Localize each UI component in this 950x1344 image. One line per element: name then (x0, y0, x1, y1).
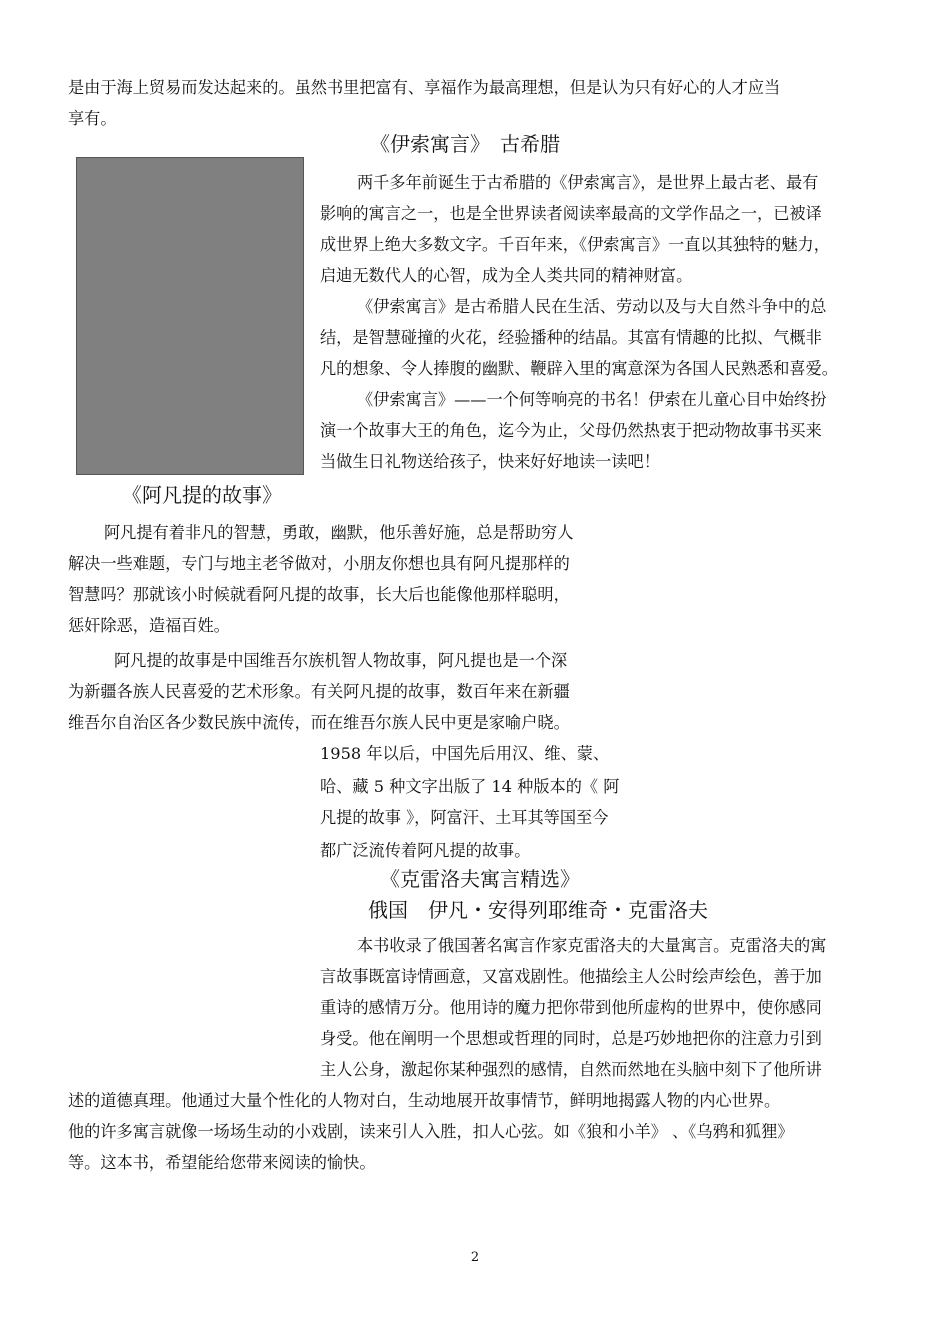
krylov-author: 俄国 伊凡・安得列耶维奇・克雷洛夫 (368, 898, 708, 922)
afanti-line: 阿凡提有着非凡的智慧，勇敢，幽默，他乐善好施，总是帮助穷人 (104, 523, 574, 542)
krylov-heading: 《克雷洛夫寓言精选》 (380, 867, 580, 891)
page-number: 2 (470, 1250, 480, 1265)
aesop-line: 当做生日礼物送给孩子，快来好好地读一读吧！ (320, 452, 660, 471)
aesop-line: 《伊索寓言》是古希腊人民在生活、劳动以及与大自然斗争中的总 (357, 297, 827, 316)
afanti-line: 惩奸除恶，造福百姓。 (68, 616, 230, 635)
book-cover-image (76, 157, 304, 475)
afanti-line: 凡提的故事 》，阿富汗、土耳其等国至今 (320, 808, 609, 827)
afanti-line: 为新疆各族人民喜爱的艺术形象。有关阿凡提的故事，数百年来在新疆 (68, 682, 570, 701)
aesop-line: 演一个故事大王的角色，迄今为止，父母仍然热衷于把动物故事书买来 (320, 421, 822, 440)
afanti-line: 解决一些难题，专门与地主老爷做对，小朋友你想也具有阿凡提那样的 (68, 554, 570, 573)
afanti-line: 维吾尔自治区各少数民族中流传，而在维吾尔族人民中更是家喻户晓。 (68, 713, 570, 732)
krylov-line: 等。这本书，希望能给您带来阅读的愉快。 (68, 1153, 376, 1172)
krylov-line: 述的道德真理。他通过大量个性化的人物对白，生动地展开故事情节，鲜明地揭露人物的内心世界。 (68, 1091, 781, 1110)
krylov-line: 他的许多寓言就像一场场生动的小戏剧，读来引人入胜，扣人心弦。如《狼和小羊》 、《乌鸦和狐狸》 (68, 1122, 794, 1141)
krylov-line: 主人公身，激起你某种强烈的感情，自然而然地在头脑中刻下了他所讲 (320, 1060, 822, 1079)
aesop-line: 结，是智慧碰撞的火花，经验播种的结晶。其富有情趣的比拟、气概非 (320, 328, 822, 347)
aesop-line: 成世界上绝大多数文字。千百年来，《伊索寓言》一直以其独特的魅力， (320, 235, 830, 254)
krylov-line: 言故事既富诗情画意，又富戏剧性。他描绘主人公时绘声绘色，善于加 (320, 967, 822, 986)
intro-line: 享有。 (68, 109, 117, 128)
afanti-heading: 《阿凡提的故事》 (122, 483, 282, 507)
aesop-line: 《伊索寓言》——一个何等响亮的书名！伊索在儿童心目中始终扮 (357, 390, 827, 409)
aesop-line: 凡的想象、令人捧腹的幽默、鞭辟入里的寓意深为各国人民熟悉和喜爱。 (320, 359, 838, 378)
aesop-line: 两千多年前诞生于古希腊的《伊索寓言》，是世界上最古老、最有 (357, 173, 819, 192)
krylov-line: 身受。他在阐明一个思想或哲理的同时，总是巧妙地把你的注意力引到 (320, 1029, 822, 1048)
afanti-line: 哈、藏 5 种文字出版了 14 种版本的《 阿 (320, 777, 620, 796)
afanti-line: 智慧吗？那就该小时候就看阿凡提的故事，长大后也能像他那样聪明， (68, 585, 570, 604)
aesop-heading: 《伊索寓言》 古希腊 (370, 132, 560, 156)
krylov-line: 重诗的感情万分。他用诗的魔力把你带到他所虚构的世界中，使你感同 (320, 998, 822, 1017)
intro-line: 是由于海上贸易而发达起来的。虽然书里把富有、享福作为最高理想，但是认为只有好心的人才应当 (68, 78, 781, 97)
aesop-line: 启迪无数代人的心智，成为全人类共同的精神财富。 (320, 266, 693, 285)
afanti-line: 阿凡提的故事是中国维吾尔族机智人物故事，阿凡提也是一个深 (114, 651, 568, 670)
afanti-line: 1958 年以后，中国先后用汉、维、蒙、 (320, 744, 610, 763)
afanti-line: 都广泛流传着阿凡提的故事。 (320, 841, 531, 860)
aesop-line: 影响的寓言之一，也是全世界读者阅读率最高的文学作品之一，已被译 (320, 204, 822, 223)
krylov-line: 本书收录了俄国著名寓言作家克雷洛夫的大量寓言。克雷洛夫的寓 (357, 936, 827, 955)
